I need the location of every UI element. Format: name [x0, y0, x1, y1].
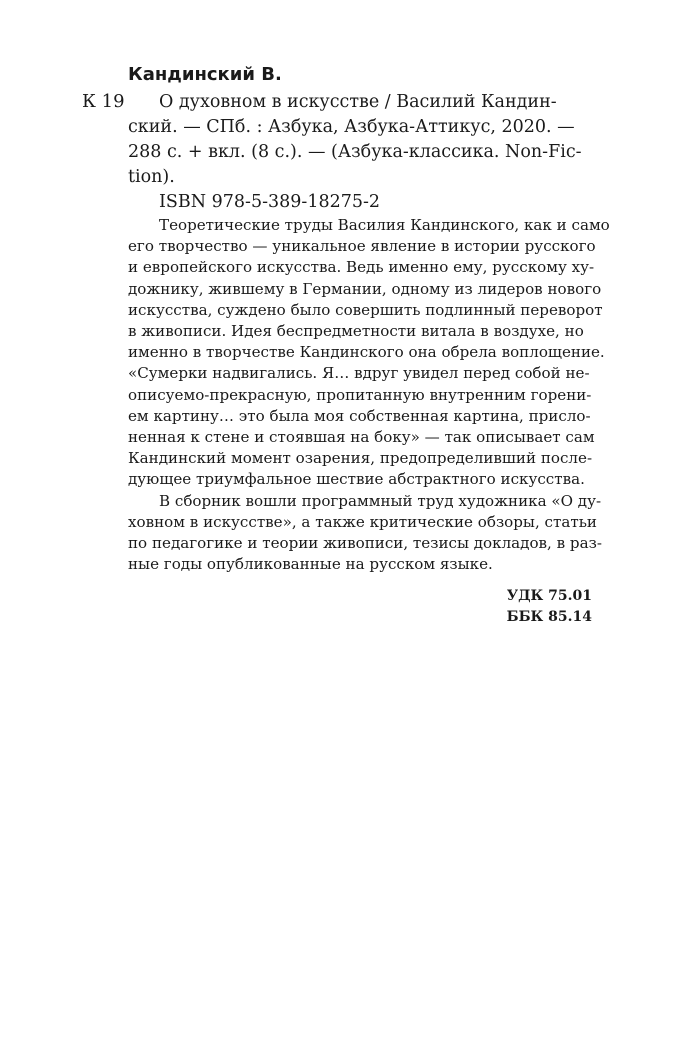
- annotation-line: «Сумерки надвигались. Я… вдруг увидел перед собой не-: [128, 364, 590, 382]
- annotation-line: ные годы опубликованные на русском языке.: [128, 555, 493, 573]
- annotation-line: искусства, суждено было совершить подлинный переворот: [128, 301, 603, 319]
- annotation-line: описуемо-прекрасную, пропитанную внутренним горени-: [128, 386, 592, 404]
- udk-code: УДК 75.01: [506, 588, 592, 604]
- annotation-line: именно в творчестве Кандинского она обрела воплощение.: [128, 343, 605, 361]
- author-heading: Кандинский В.: [128, 64, 282, 85]
- annotation-line: ем картину… это была моя собственная картина, присло-: [128, 407, 591, 425]
- description-line: О духовном в искусстве / Василий Кандин-: [159, 92, 557, 112]
- annotation-line: ховном в искусстве», а также критические обзоры, статьи: [128, 513, 597, 531]
- annotation-line: его творчество — уникальное явление в истории русского: [128, 237, 596, 255]
- isbn: ISBN 978-5-389-18275-2: [159, 192, 381, 212]
- annotation-line: Кандинский момент озарения, предопределивший после-: [128, 449, 593, 467]
- annotation-line: ненная к стене и стоявшая на боку» — так описывает сам: [128, 428, 595, 446]
- description-line: 288 с. + вкл. (8 с.). — (Азбука-классика. Non-Fic-: [128, 142, 582, 162]
- author-sign-code: К 19: [82, 91, 125, 112]
- annotation-line: в живописи. Идея беспредметности витала в воздухе, но: [128, 322, 584, 340]
- description-line: ский. — СПб. : Азбука, Азбука-Аттикус, 2020. —: [128, 117, 575, 137]
- annotation-line: дующее триумфальное шествие абстрактного искусства.: [128, 470, 585, 488]
- annotation-line: и европейского искусства. Ведь именно ему, русскому ху-: [128, 258, 595, 276]
- annotation-line: Теоретические труды Василия Кандинского, как и само: [159, 216, 610, 234]
- description-line: tion).: [128, 167, 175, 187]
- annotation-line: дожнику, жившему в Германии, одному из лидеров нового: [128, 280, 602, 298]
- annotation-line: по педагогике и теории живописи, тезисы докладов, в раз-: [128, 534, 602, 552]
- bbk-code: ББК 85.14: [506, 609, 592, 625]
- annotation-line: В сборник вошли программный труд художника «О ду-: [159, 492, 602, 510]
